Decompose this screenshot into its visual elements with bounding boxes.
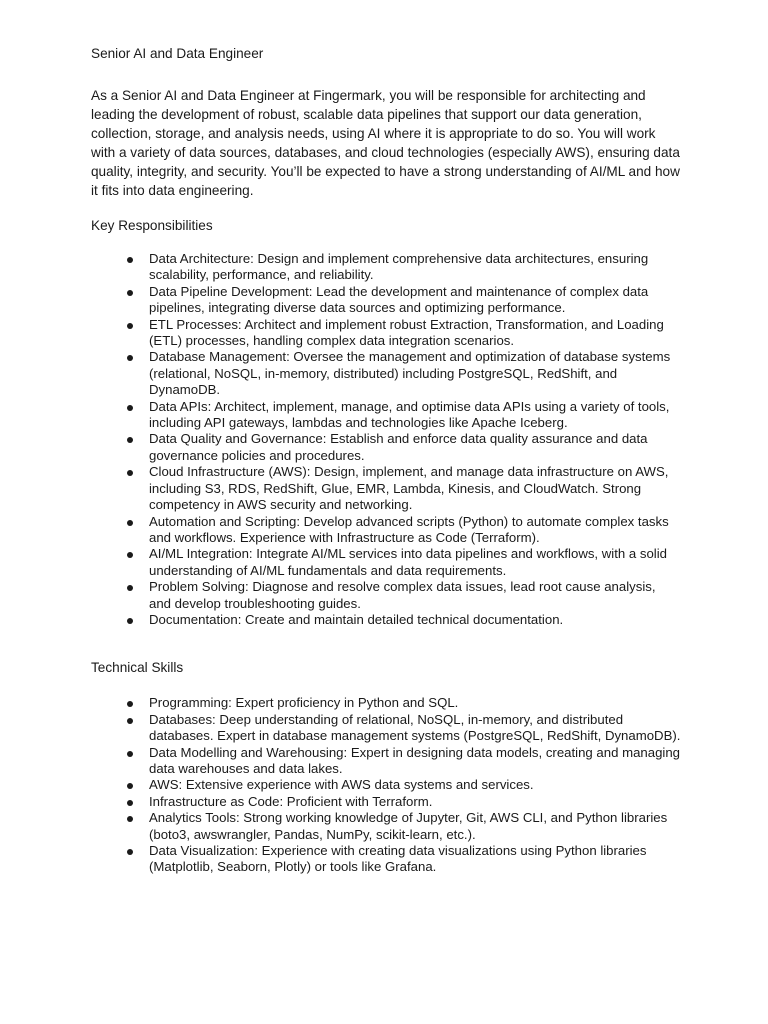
responsibility-item bbox=[91, 431, 681, 464]
responsibility-text: Data Architecture: Design and implement comprehensive data architectures, ensuring scalability, performance, and reliability. bbox=[149, 251, 649, 283]
skill-item bbox=[91, 695, 681, 711]
responsibilities-list bbox=[91, 251, 681, 628]
bullet-icon bbox=[127, 585, 133, 591]
responsibility-item bbox=[91, 546, 681, 579]
bullet-icon bbox=[127, 470, 133, 476]
responsibility-item bbox=[91, 251, 681, 284]
bullet-icon bbox=[127, 437, 133, 443]
document-page bbox=[91, 44, 681, 876]
responsibilities-heading: Key Responsibilities bbox=[91, 218, 213, 233]
bullet-icon bbox=[127, 405, 133, 411]
skill-text: Analytics Tools: Strong working knowledge of Jupyter, Git, AWS CLI, and Python libraries (boto3, awswrangler, Pandas, NumPy, scikit-learn, etc.). bbox=[149, 810, 668, 842]
skill-text: Infrastructure as Code: Proficient with Terraform. bbox=[149, 793, 433, 809]
bullet-icon bbox=[127, 355, 133, 361]
skill-item bbox=[91, 843, 681, 876]
bullet-icon bbox=[127, 520, 133, 526]
responsibility-item bbox=[91, 399, 681, 432]
responsibility-text: Data APIs: Architect, implement, manage, and optimise data APIs using a variety of tools, including API gateways, lambdas and technologies like Apache Iceberg. bbox=[149, 398, 670, 431]
skill-item bbox=[91, 794, 681, 810]
responsibility-item bbox=[91, 612, 681, 628]
skill-item bbox=[91, 777, 681, 793]
responsibility-text: Data Pipeline Development: Lead the development and maintenance of complex data pipelines, integrating diverse data sources and optimizing performance. bbox=[149, 283, 649, 316]
skill-text: Databases: Deep understanding of relational, NoSQL, in-memory, and distributed databases. Expert in database management systems (PostgreSQL, RedShift, DynamoDB). bbox=[149, 711, 681, 744]
responsibility-text: AI/ML Integration: Integrate AI/ML services into data pipelines and workflows, with a solid understanding of AI/ML fundamentals and data requirements. bbox=[149, 546, 667, 578]
skills-heading: Technical Skills bbox=[91, 660, 184, 676]
bullet-icon bbox=[127, 552, 133, 558]
responsibility-text: Documentation: Create and maintain detailed technical documentation. bbox=[149, 611, 564, 627]
skill-text: Programming: Expert proficiency in Python and SQL. bbox=[149, 695, 459, 711]
skills-list bbox=[91, 695, 681, 875]
bullet-icon bbox=[127, 816, 133, 822]
bullet-icon bbox=[127, 751, 133, 757]
responsibility-text: Automation and Scripting: Develop advanced scripts (Python) to automate complex tasks and workflows. Experience with Infrastructure as Code (Terraform). bbox=[149, 513, 669, 545]
skill-text: Data Visualization: Experience with creating data visualizations using Python libraries (Matplotlib, Seaborn, Plotly) or tools like Grafana. bbox=[149, 843, 647, 875]
bullet-icon bbox=[127, 800, 133, 806]
responsibility-text: Problem Solving: Diagnose and resolve complex data issues, lead root cause analysis, and develop troubleshooting guides. bbox=[149, 579, 656, 611]
document-title: Senior AI and Data Engineer bbox=[91, 46, 264, 61]
responsibility-text: Data Quality and Governance: Establish and enforce data quality assurance and data governance policies and procedures. bbox=[149, 431, 648, 463]
bullet-icon bbox=[127, 783, 133, 789]
responsibility-item bbox=[91, 349, 681, 398]
responsibility-text: ETL Processes: Architect and implement robust Extraction, Transformation, and Loading (ETL) processes, handling complex data integration scenarios. bbox=[149, 316, 664, 349]
bullet-icon bbox=[127, 618, 133, 624]
bullet-icon bbox=[127, 290, 133, 296]
skill-item bbox=[91, 712, 681, 745]
responsibility-item bbox=[91, 464, 681, 513]
skill-text: AWS: Extensive experience with AWS data systems and services. bbox=[149, 777, 534, 793]
responsibility-item bbox=[91, 579, 681, 612]
skill-item bbox=[91, 745, 681, 778]
skill-item bbox=[91, 810, 681, 843]
bullet-icon bbox=[127, 849, 133, 855]
responsibility-item bbox=[91, 284, 681, 317]
intro-paragraph: As a Senior AI and Data Engineer at Fingermark, you will be responsible for architecting and leading the development of robust, scalable data pipelines that support our data generation, collection, storage, and analysis needs, using AI where it is appropriate to do so. You will work with a variety of data sources, databases, and cloud technologies (especially AWS), ensuring data quality, integrity, and security. You’ll be expected to have a strong understanding of AI/ML and how it fits into data engineering. bbox=[91, 88, 680, 198]
bullet-icon bbox=[127, 323, 133, 329]
responsibility-item bbox=[91, 514, 681, 547]
responsibility-text: Cloud Infrastructure (AWS): Design, implement, and manage data infrastructure on AWS, including S3, RDS, RedShift, Glue, EMR, Lambda, Kinesis, and CloudWatch. Strong competency in AWS security and networking. bbox=[149, 464, 669, 513]
skill-text: Data Modelling and Warehousing: Expert in designing data models, creating and managing data warehouses and data lakes. bbox=[149, 744, 681, 776]
bullet-icon bbox=[127, 257, 133, 263]
responsibility-text: Database Management: Oversee the management and optimization of database systems (relational, NoSQL, in-memory, distributed) including PostgreSQL, RedShift, and DynamoDB. bbox=[149, 349, 671, 398]
bullet-icon bbox=[127, 701, 133, 707]
bullet-icon bbox=[127, 718, 133, 724]
responsibility-item bbox=[91, 317, 681, 350]
